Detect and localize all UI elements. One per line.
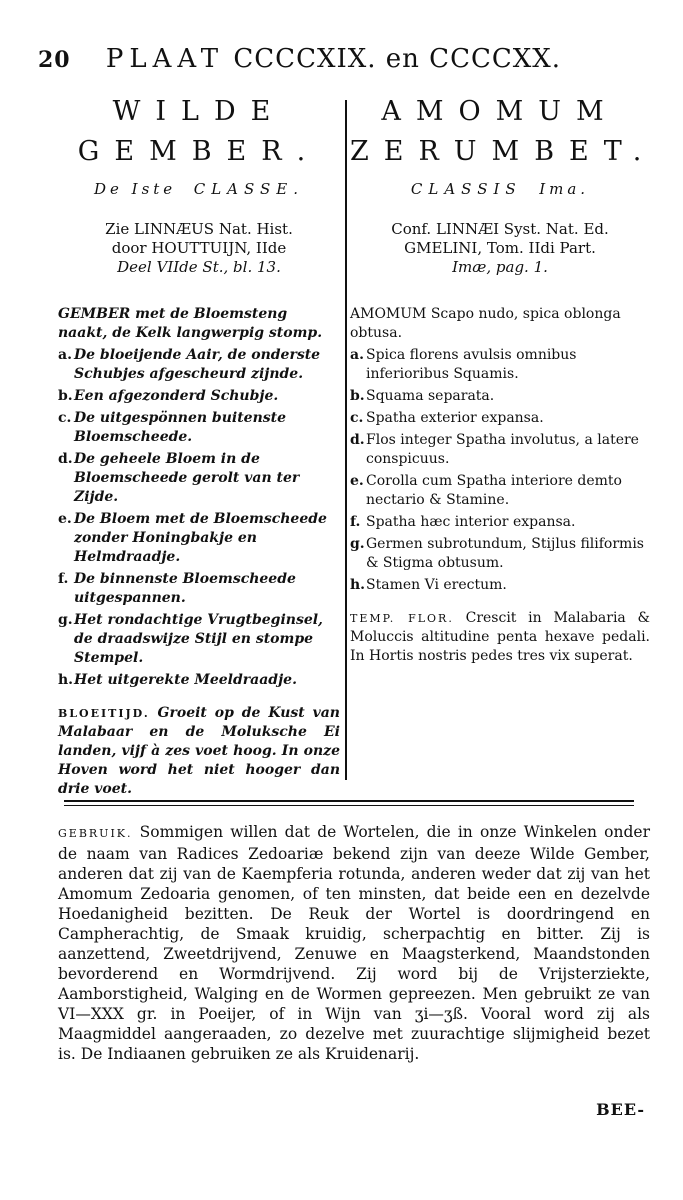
- left-item-text: De uitgespönnen buitenste Bloemscheede.: [74, 410, 287, 445]
- left-ref-line1: Zie LINNÆUS Nat. Hist.: [105, 220, 293, 238]
- right-item: [350, 576, 650, 595]
- usage-text: Sommigen willen dat de Wortelen, die in onze Winkelen onder de naam van Radices Zedoariæ bekend zijn van deeze Wilde Gember, anderen dat zij van de Kaempferia rotunda, anderen weder dat zij van het Amomum Zedoaria genomen, of ten minsten, dat beide een en dezelvde Hoedanigheid bezitten. De Reuk der Wortel is doordringend en Campherachtig, de Smaak kruidig, scherpachtig en bitter. Zij is aanzettend, Zweetdrijvend, Zenuwe en Maagsterkend, Maandstonden bevorderend en Wormdrijvend. Zij word bij de Vrijsterziekte, Aamborstigheid, Walging en de Wormen gepreezen. Men gebruikt ze van VI—XXX gr. in Poeijer, of in Wijn van ʒi—ʒß. Vooral word zij als Maagmiddel aangeraaden, zo dezelve met zuurachtige slijmigheid bezet is. De Indiaanen gebruiken ze als Kruidenarij.: [58, 823, 650, 1063]
- left-item-text: De geheele Bloem in de Bloemscheede gerolt van ter Zijde.: [74, 451, 300, 505]
- left-item: [58, 346, 340, 384]
- left-item: [58, 611, 340, 668]
- right-item-label: f.: [350, 514, 361, 530]
- page-number: 20: [38, 47, 71, 73]
- left-item-text: Een afgezonderd Schubje.: [74, 388, 279, 404]
- plate-numbers: CCCCXIX. en CCCCXX.: [233, 44, 562, 74]
- left-reference: [58, 220, 340, 277]
- right-item: [350, 409, 650, 428]
- left-item-text: GEMBER met de Bloemsteng naakt, de Kelk langwerpig stomp.: [58, 306, 323, 341]
- left-ref-line3: Deel VIIde St., bl. 13.: [117, 258, 281, 276]
- left-item-label: e.: [58, 511, 72, 527]
- left-item-label: g.: [58, 612, 73, 628]
- left-flor-text: Groeit op de Kust van Malabaar en de Moluksche Ei landen, vijf à zes voet hoog. In onze Hoven word het niet hooger dan drie voet.: [58, 705, 340, 797]
- right-flowering: [350, 609, 650, 666]
- right-item-text: Stamen Vi erectum.: [366, 577, 507, 593]
- left-item-label: a.: [58, 347, 72, 363]
- left-item: [58, 409, 340, 447]
- left-item-label: c.: [58, 410, 72, 426]
- right-items: [350, 305, 650, 595]
- right-flor-label: TEMP. FLOR.: [350, 612, 454, 625]
- right-ref-line2: GMELINI, Tom. IIdi Part.: [404, 239, 596, 257]
- right-class-word: CLASSIS: [410, 180, 522, 198]
- left-item-label: d.: [58, 451, 73, 467]
- right-item-text: Spatha exterior expansa.: [366, 410, 544, 426]
- right-item-text: Corolla cum Spatha interiore demto nectario & Stamine.: [366, 473, 622, 508]
- right-item-label: d.: [350, 432, 365, 448]
- right-item-label: e.: [350, 473, 364, 489]
- left-item-text: De binnenste Bloemscheede uitgespannen.: [74, 571, 296, 606]
- right-item: [350, 513, 650, 532]
- plate-word: PLAAT: [105, 44, 225, 74]
- right-item-text: Germen subrotundum, Stijlus filiformis & Stigma obtusum.: [366, 536, 644, 571]
- left-ref-line2: door HOUTTUIJN, IIde: [111, 239, 287, 257]
- right-title: [350, 92, 657, 172]
- right-item: [350, 387, 650, 406]
- usage-paragraph: [58, 822, 650, 1064]
- left-class-prefix: De Iste: [93, 180, 177, 198]
- right-item: [350, 346, 650, 384]
- left-item: [58, 305, 340, 343]
- right-item-text: Squama separata.: [366, 388, 495, 404]
- right-item-text: Spatha hæc interior expansa.: [366, 514, 576, 530]
- right-item: [350, 535, 650, 573]
- right-item-label: h.: [350, 577, 366, 593]
- left-item: [58, 387, 340, 406]
- right-title-line1: AMOMUM: [381, 96, 619, 127]
- left-item-text: De Bloem met de Bloemscheede zonder Honingbakje en Helmdraadje.: [74, 511, 327, 565]
- left-title-line2: GEMBER.: [77, 136, 321, 167]
- right-item-label: a.: [350, 347, 364, 363]
- right-item-text: Spica florens avulsis omnibus inferioribus Squamis.: [366, 347, 577, 382]
- catchword: BEE-: [596, 1100, 645, 1119]
- separator-rule-thin: [64, 805, 634, 806]
- left-flowering: [58, 704, 340, 799]
- left-title-line1: WILDE: [112, 96, 286, 127]
- right-class: [350, 180, 650, 198]
- separator-rule: [64, 800, 634, 802]
- left-item-text: Het uitgerekte Meeldraadje.: [74, 672, 297, 688]
- left-item: [58, 570, 340, 608]
- left-class-word: CLASSE.: [193, 180, 305, 198]
- right-item-text: AMOMUM Scapo nudo, spica oblonga obtusa.: [350, 306, 621, 341]
- right-item-label: c.: [350, 410, 364, 426]
- left-item-label: f.: [58, 571, 69, 587]
- left-item: [58, 450, 340, 507]
- left-item-text: Het rondachtige Vrugtbeginsel, de draadswijze Stijl en stompe Stempel.: [74, 612, 323, 666]
- left-item: [58, 671, 340, 690]
- left-items: [58, 305, 340, 690]
- right-item-text: Flos integer Spatha involutus, a latere conspicuus.: [366, 432, 639, 467]
- left-title: [58, 92, 340, 172]
- right-ref-line3: Imæ, pag. 1.: [452, 258, 548, 276]
- right-item: [350, 305, 650, 343]
- right-column: [350, 92, 657, 666]
- left-item: [58, 510, 340, 567]
- right-item: [350, 472, 650, 510]
- right-class-suffix: Ima.: [539, 180, 590, 198]
- usage-label: GEBRUIK.: [58, 827, 133, 840]
- page-header: [38, 44, 638, 74]
- right-flor-text: Crescit in Malabaria & Moluccis altitudine penta hexave pedali. In Hortis nostris pedes tres vix superat.: [350, 610, 650, 664]
- right-title-line2: ZERUMBET.: [350, 136, 657, 167]
- left-item-label: b.: [58, 388, 73, 404]
- left-item-label: h.: [58, 672, 74, 688]
- column-divider: [345, 100, 347, 780]
- right-ref-line1: Conf. LINNÆI Syst. Nat. Ed.: [391, 220, 609, 238]
- right-item-label: g.: [350, 536, 365, 552]
- left-column: [58, 92, 340, 799]
- right-item: [350, 431, 650, 469]
- left-class: [58, 180, 340, 198]
- left-flor-label: BLOEITIJD.: [58, 707, 150, 720]
- right-reference: [350, 220, 650, 277]
- left-item-text: De bloeijende Aair, de onderste Schubjes afgescheurd zijnde.: [74, 347, 321, 382]
- right-item-label: b.: [350, 388, 365, 404]
